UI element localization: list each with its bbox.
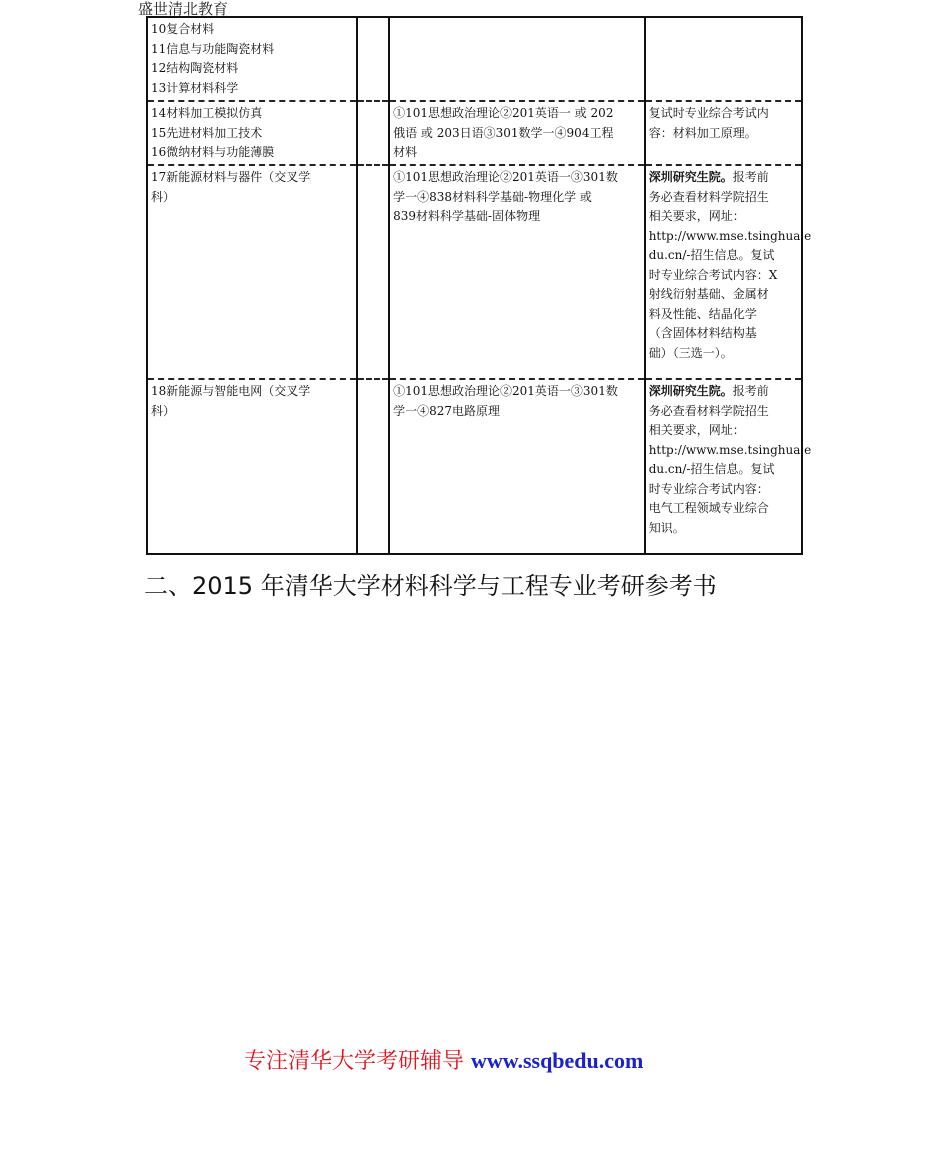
exam-subject-line: ①101思想政治理论②201英语一③301数 [393,170,618,184]
remark-line: 时专业综合考试内容： [648,481,769,496]
remark-line: 务必查看材料学院招生 [648,189,769,204]
remark-line: 务必查看材料学院招生 [648,403,769,418]
exam-table-body [147,17,812,554]
remark-line: 相关要求，网址： [648,423,745,437]
major-line: 10复合材料 [151,22,215,36]
major-cell [147,101,357,165]
exam-subject-line: 俄语 或 203日语③301数学一④904工程 [393,125,614,140]
exam-table [146,16,812,555]
major-cell [147,379,357,554]
major-line: 科） [151,403,176,418]
remark-line: 时专业综合考试内容：X [648,267,778,282]
exam-table-wrapper [146,16,812,559]
table-row [147,17,802,101]
major-line: 17新能源材料与器件（交叉学 [151,170,311,184]
remark-line: http://www.mse.tsinghua.e [648,442,812,457]
remarks-cell [645,101,802,165]
exam-subject-line: 839材料科学基础-固体物理 [393,209,541,223]
remark-text: 报考前 [732,170,769,184]
exam-subjects-cell [389,379,645,554]
remarks-cell [645,379,812,554]
remark-line: 电气工程领域专业综合 [648,501,769,515]
exam-subjects-cell [389,165,645,379]
count-cell [357,379,389,554]
major-line: 12结构陶瓷材料 [151,61,239,75]
count-cell [357,101,389,165]
exam-subjects-cell [389,17,645,101]
remark-line: 相关要求，网址： [648,209,745,223]
major-cell [147,165,357,379]
remark-bold-label: 深圳研究生院。 [648,384,733,398]
table-row [147,101,802,165]
remarks-cell [645,17,802,101]
major-line: 13计算材料科学 [151,80,239,95]
table-row [147,165,802,379]
remark-line: 知识。 [648,520,685,535]
major-cell [147,17,357,101]
major-line: 16微纳材料与功能薄膜 [151,145,275,159]
exam-subject-line: ①101思想政治理论②201英语一 或 202 [393,106,614,120]
header-brand: 盛世清北教育 [138,0,229,18]
remark-line: 射线衍射基础、金属材 [648,287,769,301]
remark-text: 报考前 [732,384,769,398]
remark-line [649,168,798,188]
footer-text: 专注清华大学考研辅导 [244,1049,471,1074]
footer-slogan [244,1046,643,1077]
remark-line [649,382,798,402]
major-line: 18新能源与智能电网（交叉学 [151,384,311,398]
section-title: 二、2015 年清华大学材料科学与工程专业考研参考书 [144,572,717,600]
major-line: 科） [151,189,176,204]
major-line: 15先进材料加工技术 [151,125,263,140]
footer-url-link[interactable]: www.ssqbedu.com [471,1048,644,1073]
major-line: 14材料加工模拟仿真 [151,106,263,120]
exam-subject-line: 学一④838材料科学基础-物理化学 或 [393,189,592,204]
remark-line: 料及性能、结晶化学 [648,306,757,321]
count-cell [357,17,389,101]
exam-subject-line: 材料 [393,145,418,159]
remark-line: du.cn/-招生信息。复试 [648,248,775,262]
remark-line: http://www.mse.tsinghua.e [648,228,812,243]
remark-line: du.cn/-招生信息。复试 [648,462,775,476]
remark-line: 础）（三选一）。 [648,345,733,360]
remark-line: 容：材料加工原理。 [648,125,757,140]
table-row [147,379,802,554]
remark-line: （含固体材料结构基 [648,326,757,340]
major-line: 11信息与功能陶瓷材料 [151,41,275,56]
remark-bold-label: 深圳研究生院。 [648,170,733,184]
remark-line: 复试时专业综合考试内 [648,106,769,120]
exam-subject-line: ①101思想政治理论②201英语一③301数 [393,384,618,398]
count-cell [357,165,389,379]
remarks-cell [645,165,812,379]
exam-subjects-cell [389,101,645,165]
exam-subject-line: 学一④827电路原理 [393,403,501,418]
